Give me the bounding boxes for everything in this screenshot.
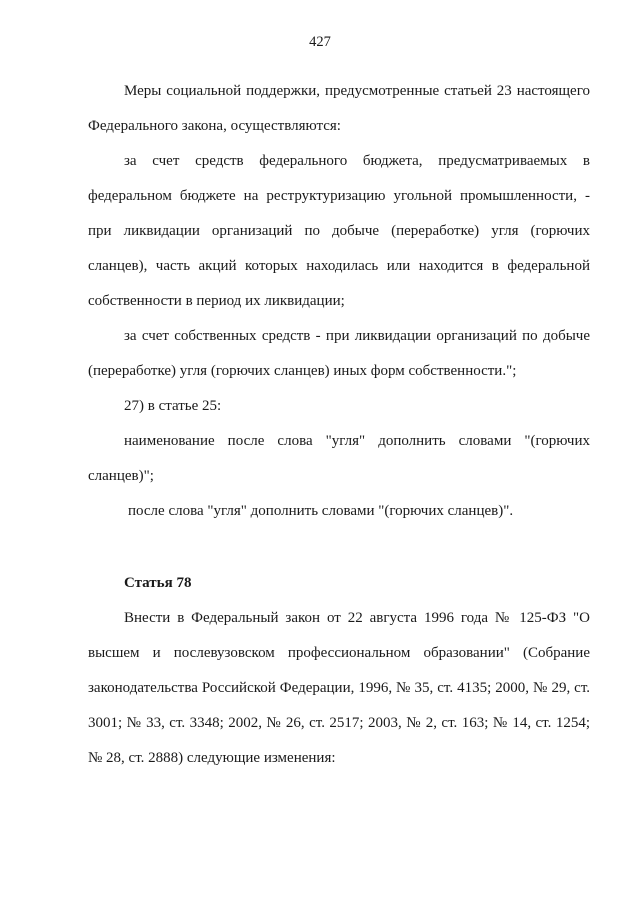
paragraph-word-amendment: после слова "угля" дополнить словами "(горючих сланцев)". [128,503,514,519]
article-heading: Статья 78 [124,575,192,591]
paragraph-title-amendment: наименование после слова "угля" дополнить словами "(горючих сланцев)"; [88,433,590,484]
paragraph-own-funds: за счет собственных средств - при ликвидации организаций по добыче (переработке) угля (горючих сланцев) иных форм собственности."; [88,328,590,379]
section-gap [88,529,590,566]
paragraph-federal-budget: за счет средств федерального бюджета, предусматриваемых в федеральном бюджете на реструктуризацию угольной промышленности, - при ликвидации организаций по добыче (переработке) угля (горючих сланцев), часть акций которых находилась или находится в федеральной собственности в период их ликвидации; [88,153,590,309]
page-number: 427 [309,34,331,50]
paragraph-social-support: Меры социальной поддержки, предусмотренные статьей 23 настоящего Федерального закона, осуществляются: [88,83,590,134]
document-body [88,74,590,776]
paragraph-item-27: 27) в статье 25: [124,398,222,414]
paragraph-article-78-intro: Внести в Федеральный закон от 22 августа 1996 года № 125-ФЗ "О высшем и послевузовском профессиональном образовании" (Собрание законодательства Российской Федерации, 1996, № 35, ст. 4135; 2000, № 29, ст. 3001; № 33, ст. 3348; 2002, № 26, ст. 2517; 2003, № 2, ст. 163; № 14, ст. 1254; № 28, ст. 2888) следующие изменения: [88,610,590,766]
